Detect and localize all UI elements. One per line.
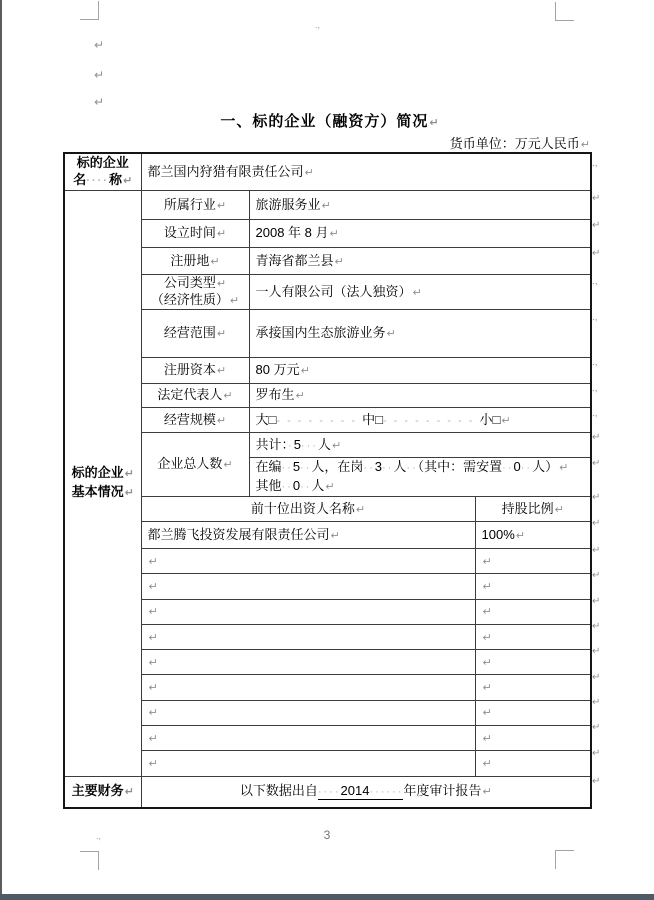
space-dots-mark: ·· (300, 481, 312, 493)
row-end-mark: ↵ (592, 545, 601, 556)
pilcrow-mark: ↵ (210, 255, 220, 268)
founding-date-label-cell (141, 220, 249, 248)
table-row (64, 408, 591, 433)
row-end-mark: ↵ (592, 621, 601, 632)
enterprise-info-table (63, 152, 592, 809)
space-dots-mark: · (288, 439, 294, 452)
space-dots-mark: ··· (300, 439, 318, 452)
text-segment: 0 (292, 478, 301, 493)
shareholder-row (64, 624, 591, 649)
row-end-mark: ., (592, 312, 598, 323)
shareholder-name-cell (141, 549, 475, 574)
shareholding-ratio-cell (475, 675, 591, 700)
text-segment: 注册地 (170, 252, 210, 268)
shareholder-row (64, 675, 591, 700)
pilcrow-mark: ↵ (515, 529, 525, 542)
pilcrow-mark: ↵ (148, 656, 158, 669)
text-segment: 基本情况 (71, 484, 124, 500)
margin-crop-mark-top-left (80, 1, 99, 20)
space-dots-mark: ·· (300, 462, 312, 474)
row-end-mark: ↵ (592, 248, 601, 259)
pilcrow-mark: ↵ (304, 166, 314, 179)
text-segment: 持股比例 (501, 500, 554, 516)
shareholder-row (64, 574, 591, 599)
text-segment: 80 万元 (255, 362, 300, 377)
business-scale-label-cell (141, 408, 249, 433)
pilcrow-mark: ↵ (482, 555, 492, 568)
pilcrow-mark: ↵ (223, 390, 233, 402)
table-row (64, 433, 591, 458)
business-scope-value-cell (249, 310, 591, 358)
row-end-mark: ↵ (592, 220, 601, 231)
text-segment: 3 (374, 459, 382, 474)
table-row (64, 220, 591, 248)
shareholding-ratio-header-cell (475, 497, 591, 522)
text-segment: 在编 (255, 459, 282, 474)
pilcrow-mark: ↵ (216, 365, 227, 377)
section-title-text: 一、标的企业（融资方）简况 (220, 113, 429, 130)
margin-crop-mark-bottom-right (555, 850, 574, 869)
space-dots-mark: ·· (502, 462, 514, 474)
pilcrow-mark: ↵ (559, 462, 569, 474)
row-end-mark: ., (592, 357, 598, 368)
shareholding-ratio-cell (475, 549, 591, 574)
table-row (64, 191, 591, 220)
section-title (0, 110, 654, 131)
shareholder-name-header-cell (141, 497, 475, 522)
text-segment: （其中：需安置 (417, 459, 503, 474)
legal-representative-value-cell (249, 384, 591, 408)
enterprise-name-label-line1: 标的企业 (76, 155, 129, 170)
row-end-mark: ↵ (592, 722, 601, 733)
row-end-mark: ↵ (592, 776, 601, 787)
staff-detail-line1 (256, 458, 585, 477)
text-segment: 名 (73, 172, 87, 187)
shareholder-row (64, 650, 591, 675)
header-formatting-mark: ., (315, 20, 321, 30)
pilcrow-mark: ↵ (429, 117, 440, 129)
shareholder-name-cell (141, 726, 475, 751)
space-dots-mark: - - - - - - - - - (382, 414, 480, 427)
pilcrow-mark: ↵ (216, 414, 227, 427)
pilcrow-mark: ↵ (501, 414, 511, 427)
shareholding-ratio-cell (475, 522, 591, 549)
text-segment: 人 (317, 436, 331, 452)
space-dots-mark: ·· (281, 462, 293, 474)
shareholding-ratio-cell (475, 574, 591, 599)
pilcrow-mark: ↵ (482, 732, 492, 745)
text-segment: 小□ (479, 411, 501, 427)
pilcrow-mark: ↵ (334, 255, 344, 268)
table-row (64, 776, 591, 808)
registered-capital-label-cell (141, 358, 249, 384)
table-row (64, 497, 591, 522)
pilcrow-mark: ↵ (355, 503, 366, 516)
pilcrow-mark: ↵ (216, 278, 227, 290)
currency-unit-text: 货币单位：万元人民币 (449, 136, 580, 151)
space-dots-mark: - - - - - - - - (276, 414, 363, 427)
text-segment: 年度审计报告 (403, 783, 482, 799)
pilcrow-mark: ↵ (325, 481, 335, 493)
text-segment: 人 (311, 478, 325, 493)
text-segment: 以下数据出自 (239, 783, 318, 799)
shareholding-ratio-cell (475, 599, 591, 624)
pilcrow-mark: ↵ (122, 175, 133, 187)
company-type-value-cell (249, 275, 591, 310)
window-left-edge (0, 0, 2, 900)
text-segment: 一人有限公司（法人独资） (255, 283, 412, 299)
pilcrow-mark: ↵ (412, 286, 422, 299)
text-segment: 经营范围 (163, 325, 216, 340)
text-segment: 0 (513, 459, 521, 474)
pilcrow-mark: ↵ (124, 786, 134, 799)
pilcrow-mark: ↵ (482, 786, 492, 799)
shareholder-row (64, 522, 591, 549)
pilcrow-mark: ↵ (386, 328, 396, 340)
space-dots-mark: ·· (281, 481, 293, 493)
row-end-mark: ., (592, 276, 598, 287)
pilcrow-mark: ↵ (94, 95, 105, 109)
text-segment: 青海省都兰县 (255, 252, 334, 268)
pilcrow-mark: ↵ (216, 228, 227, 240)
margin-crop-mark-top-right (555, 2, 574, 21)
text-segment: 人，在岗 (311, 459, 364, 474)
space-dots-mark: ·· (406, 462, 418, 474)
pilcrow-mark: ↵ (482, 606, 492, 619)
text-segment: 法定代表人 (157, 387, 223, 402)
pilcrow-mark: ↵ (94, 38, 105, 52)
footer-formatting-mark: ., (96, 831, 102, 841)
text-segment: 5 (292, 459, 301, 474)
shareholder-row (64, 751, 591, 776)
pilcrow-mark: ↵ (482, 656, 492, 669)
pilcrow-mark: ↵ (223, 459, 233, 471)
staff-detail-value-cell (249, 458, 591, 497)
space-dots-mark: ·· (363, 462, 375, 474)
shareholder-name-cell (141, 522, 475, 549)
text-segment: 其他 (255, 478, 282, 493)
text-segment: 前十位出资人名称 (250, 500, 355, 516)
shareholder-name-cell (141, 624, 475, 649)
text-segment: 大□ (255, 411, 277, 427)
pilcrow-mark: ↵ (329, 228, 339, 240)
space-dots-mark: ·· (520, 462, 533, 474)
row-end-mark: ↵ (592, 596, 601, 607)
business-scope-label-cell (141, 310, 249, 358)
row-end-mark: ↵ (592, 748, 601, 759)
staff-detail-line2 (256, 477, 585, 496)
industry-value-cell (249, 191, 591, 220)
staff-total-value-cell (249, 433, 591, 458)
text-segment: 企业总人数 (157, 456, 223, 471)
text-segment: 2014 (340, 783, 370, 799)
pilcrow-mark: ↵ (216, 328, 227, 340)
row-end-mark: ., (592, 383, 598, 394)
pilcrow-mark: ↵ (229, 295, 240, 307)
row-end-mark: ., (592, 158, 598, 169)
shareholder-row (64, 700, 591, 725)
pilcrow-mark: ↵ (94, 68, 105, 82)
pilcrow-mark: ↵ (331, 439, 342, 452)
text-segment: 称 (108, 172, 122, 187)
table-row (64, 310, 591, 358)
row-end-mark: ↵ (592, 646, 601, 657)
company-type-label-cell (141, 275, 249, 310)
shareholder-name-cell (141, 700, 475, 725)
row-end-mark: ↵ (592, 672, 601, 683)
industry-label-cell (141, 191, 249, 220)
text-segment: 100% (481, 526, 515, 542)
business-scale-value-cell (249, 408, 591, 433)
table-row (64, 248, 591, 275)
shareholding-ratio-cell (475, 700, 591, 725)
pilcrow-mark: ↵ (148, 707, 158, 720)
registered-capital-value-cell (249, 358, 591, 384)
registration-place-value-cell (249, 248, 591, 275)
main-finance-label-cell (64, 776, 141, 808)
founding-date-value-cell (249, 220, 591, 248)
text-segment: 旅游服务业 (255, 196, 321, 212)
pilcrow-mark: ↵ (124, 487, 134, 500)
space-dots-mark: ·· (381, 462, 394, 474)
row-end-mark: ↵ (592, 697, 601, 708)
text-segment: 2008 年 8 月 (255, 225, 329, 240)
shareholding-ratio-cell (475, 650, 591, 675)
margin-crop-mark-bottom-left (80, 851, 99, 870)
pilcrow-mark: ↵ (148, 580, 158, 593)
shareholding-ratio-cell (475, 624, 591, 649)
pilcrow-mark: ↵ (148, 758, 158, 771)
pilcrow-mark: ↵ (148, 606, 158, 619)
text-segment: 所属行业 (163, 196, 216, 212)
pilcrow-mark: ↵ (124, 468, 134, 481)
shareholder-row (64, 726, 591, 751)
pilcrow-mark: ↵ (482, 631, 492, 644)
shareholder-name-cell (141, 574, 475, 599)
table-row (64, 358, 591, 384)
table-row (64, 153, 591, 191)
text-segment: 共计： (255, 436, 289, 452)
text-segment: 注册资本 (163, 362, 216, 377)
row-end-mark: ↵ (592, 518, 601, 529)
shareholder-name-cell (141, 599, 475, 624)
text-segment: 都兰腾飞投资发展有限责任公司 (147, 526, 330, 542)
pilcrow-mark: ↵ (148, 682, 158, 695)
space-dots-mark: ···· (86, 175, 109, 187)
pilcrow-mark: ↵ (148, 555, 158, 568)
shareholder-name-cell (141, 675, 475, 700)
shareholder-row (64, 549, 591, 574)
enterprise-name-label-cell (64, 153, 141, 191)
table-row (64, 275, 591, 310)
pilcrow-mark: ↵ (148, 732, 158, 745)
text-segment: 人 (393, 459, 407, 474)
space-dots-mark: ······ (369, 786, 404, 799)
window-bottom-bar (0, 894, 654, 900)
table-row (64, 384, 591, 408)
shareholder-row (64, 599, 591, 624)
pilcrow-mark: ↵ (295, 390, 305, 402)
row-end-mark: ↵ (592, 193, 601, 204)
text-segment: 都兰国内狩猎有限责任公司 (147, 163, 304, 179)
enterprise-name-value-cell (141, 153, 591, 191)
row-end-mark: ., (592, 408, 598, 419)
pilcrow-mark: ↵ (482, 682, 492, 695)
text-segment: 罗布生 (255, 387, 295, 402)
pilcrow-mark: ↵ (482, 580, 492, 593)
pilcrow-mark: ↵ (580, 139, 590, 151)
text-segment: 标的企业 (71, 465, 124, 481)
legal-representative-label-cell (141, 384, 249, 408)
shareholder-name-cell (141, 751, 475, 776)
pilcrow-mark: ↵ (321, 199, 331, 212)
text-segment: 主要财务 (71, 783, 124, 799)
row-end-mark: ↵ (592, 570, 601, 581)
pilcrow-mark: ↵ (330, 529, 340, 542)
shareholder-name-cell (141, 650, 475, 675)
pilcrow-mark: ↵ (482, 758, 492, 771)
pilcrow-mark: ↵ (148, 631, 158, 644)
text-segment: 公司类型 (163, 275, 216, 290)
finance-source-value-cell (141, 776, 591, 808)
text-segment: 人） (532, 459, 559, 474)
text-segment: 中□ (362, 411, 383, 427)
shareholding-ratio-cell (475, 726, 591, 751)
text-segment: 设立时间 (163, 225, 216, 240)
currency-unit-note (450, 133, 590, 152)
pilcrow-mark: ↵ (216, 199, 227, 212)
text-segment: 承接国内生态旅游业务 (255, 325, 386, 340)
row-end-mark: ↵ (592, 492, 601, 503)
pilcrow-mark: ↵ (300, 365, 310, 377)
registration-place-label-cell (141, 248, 249, 275)
row-end-mark: ↵ (592, 432, 601, 443)
row-end-mark: ↵ (592, 458, 601, 469)
text-segment: 经营规模 (163, 411, 216, 427)
text-segment: （经济性质） (150, 292, 229, 307)
shareholding-ratio-cell (475, 751, 591, 776)
basic-info-merged-label-cell (64, 191, 141, 777)
pilcrow-mark: ↵ (482, 707, 492, 720)
page-number: 3 (323, 828, 331, 842)
enterprise-name-label-line2 (71, 171, 135, 190)
text-segment: 5 (293, 436, 301, 452)
space-dots-mark: ···· (317, 786, 341, 799)
pilcrow-mark: ↵ (554, 503, 564, 516)
total-staff-label-cell (141, 433, 249, 497)
